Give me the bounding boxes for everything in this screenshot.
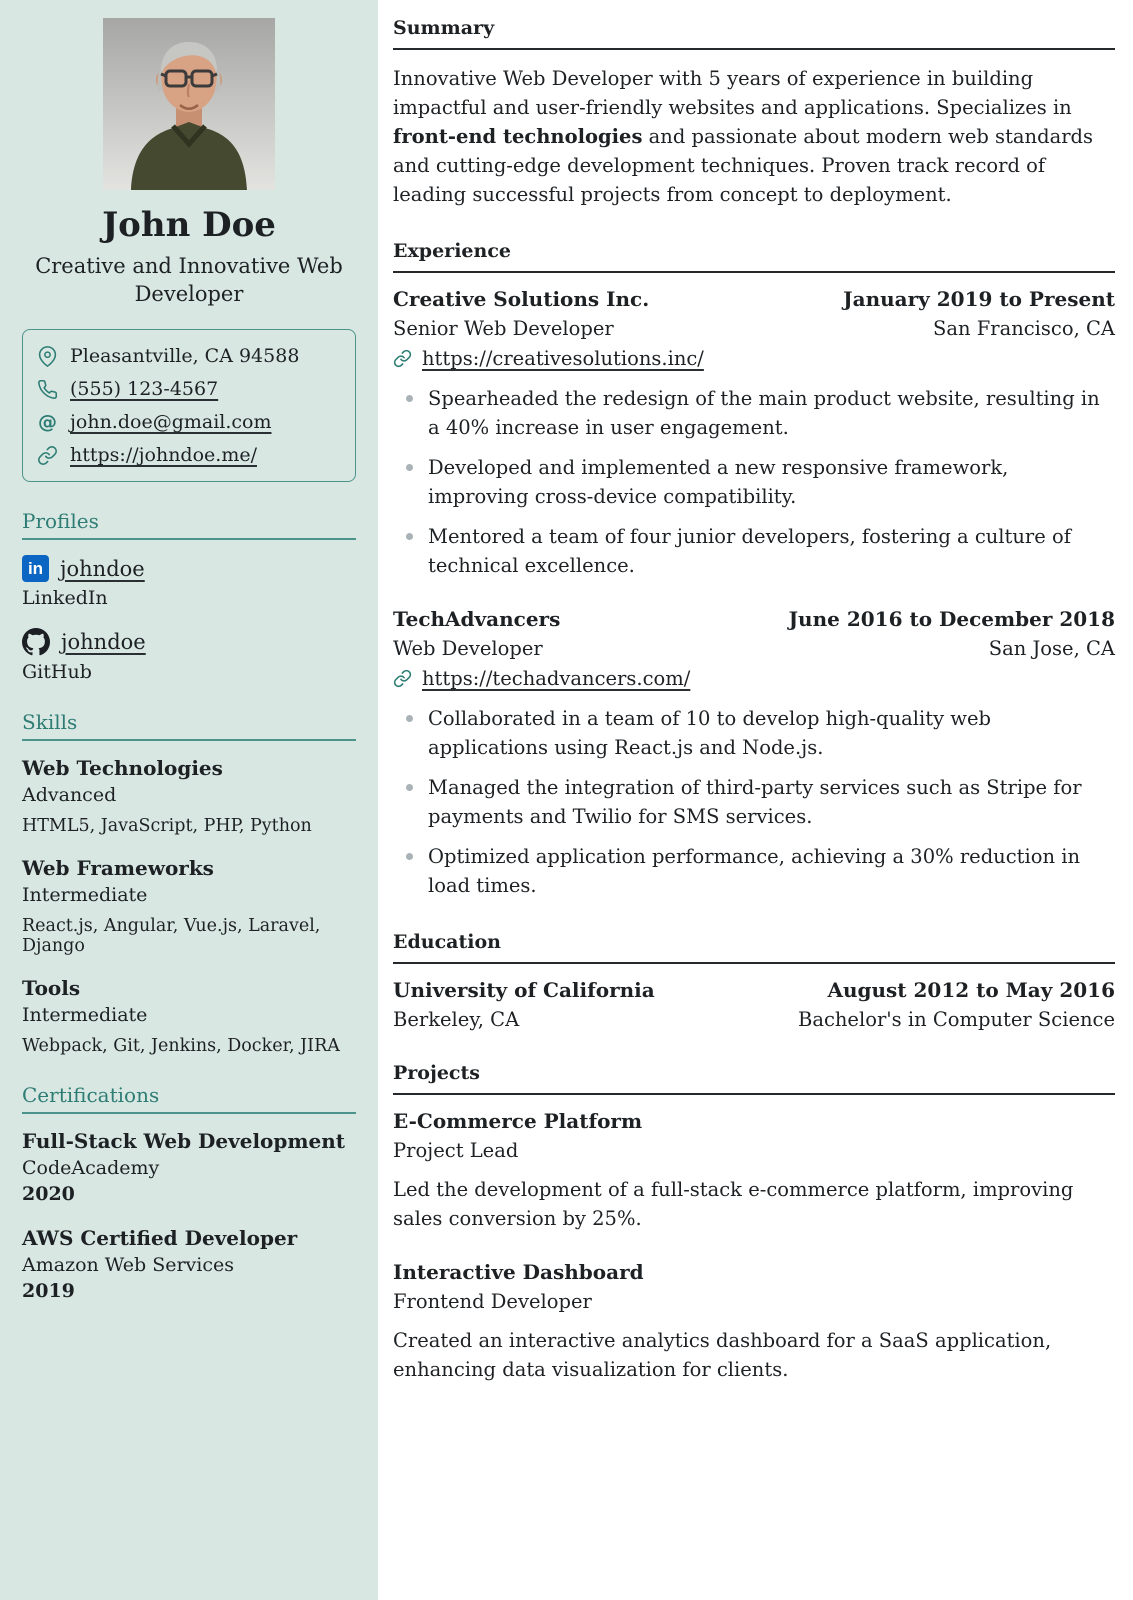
contact-location-text: Pleasantville, CA 94588	[70, 345, 300, 367]
phone-icon	[37, 379, 58, 400]
project-description: Created an interactive analytics dashboard for a SaaS application, enhancing data visualization for clients.	[393, 1329, 1052, 1381]
company-url[interactable]: https://techadvancers.com/	[422, 667, 691, 690]
company-name: TechAdvancers	[393, 607, 561, 631]
education-item	[393, 978, 1115, 1031]
certification-year: 2020	[22, 1183, 75, 1205]
projects-section	[393, 1062, 1115, 1384]
certification-item	[22, 1226, 356, 1302]
summary-text-segment: Innovative Web Developer with 5 years of experience in building impactful and user-friendly websites and applications. Specializes in	[393, 67, 1072, 119]
school-name: University of California	[393, 978, 655, 1002]
education-section	[393, 931, 1115, 1031]
position: Web Developer	[393, 637, 543, 660]
main-content	[378, 0, 1133, 1600]
at-sign-icon: @	[38, 410, 57, 433]
headline: Creative and Innovative Web Developer	[35, 254, 343, 306]
skill-level: Intermediate	[22, 1004, 148, 1026]
location: San Jose, CA	[988, 637, 1115, 660]
profile-photo	[103, 18, 275, 190]
contact-phone-link[interactable]: (555) 123-4567	[70, 378, 219, 400]
experience-item	[393, 607, 1115, 900]
link-icon	[393, 669, 412, 688]
skill-name: Web Frameworks	[22, 856, 214, 880]
link-icon	[393, 349, 412, 368]
profiles-section-title: Profiles	[22, 509, 356, 540]
date-range: August 2012 to May 2016	[827, 978, 1115, 1002]
project-role: Project Lead	[393, 1139, 519, 1162]
education-title: Education	[393, 931, 1115, 964]
github-username-link[interactable]: johndoe	[61, 630, 146, 654]
company-url-row	[393, 347, 1115, 370]
skills-section-title: Skills	[22, 710, 356, 741]
company-url[interactable]: https://creativesolutions.inc/	[422, 347, 704, 370]
profile-item-github	[22, 628, 356, 683]
experience-section	[393, 240, 1115, 900]
company-name: Creative Solutions Inc.	[393, 287, 650, 311]
skill-item	[22, 976, 356, 1056]
projects-title: Projects	[393, 1062, 1115, 1095]
company-url-row	[393, 667, 1115, 690]
experience-bullet: Developed and implemented a new responsive framework, improving cross-device compatibility.	[393, 453, 1115, 511]
skill-level: Intermediate	[22, 884, 148, 906]
contact-website	[37, 444, 341, 466]
link-icon	[37, 445, 58, 466]
certification-issuer: CodeAcademy	[22, 1157, 160, 1179]
experience-bullet: Collaborated in a team of 10 to develop high-quality web applications using React.js and Node.js.	[393, 704, 1115, 762]
contact-website-link[interactable]: https://johndoe.me/	[70, 444, 257, 466]
date-range: January 2019 to Present	[843, 287, 1115, 311]
school-location: Berkeley, CA	[393, 1008, 520, 1031]
summary-title: Summary	[393, 17, 1115, 50]
experience-bullet: Mentored a team of four junior developers, fostering a culture of technical excellence.	[393, 522, 1115, 580]
linkedin-network-label: LinkedIn	[22, 587, 108, 609]
profile-item-linkedin	[22, 555, 356, 609]
project-item	[393, 1260, 1115, 1384]
skill-name: Web Technologies	[22, 756, 223, 780]
skill-name: Tools	[22, 976, 81, 1000]
skill-item	[22, 856, 356, 956]
experience-bullet: Spearheaded the redesign of the main product website, resulting in a 40% increase in user engagement.	[393, 384, 1115, 442]
experience-title: Experience	[393, 240, 1115, 273]
certification-name: Full-Stack Web Development	[22, 1129, 346, 1153]
certification-item	[22, 1129, 356, 1205]
sidebar	[0, 0, 378, 1600]
map-pin-icon	[37, 346, 58, 367]
location: San Francisco, CA	[932, 317, 1115, 340]
linkedin-username-link[interactable]: johndoe	[60, 556, 145, 581]
skill-keywords: Webpack, Git, Jenkins, Docker, JIRA	[22, 1036, 340, 1056]
contact-email-link[interactable]: john.doe@gmail.com	[70, 411, 272, 433]
contact-email	[37, 411, 341, 433]
degree: Bachelor's in Computer Science	[798, 1008, 1115, 1031]
experience-item	[393, 287, 1115, 580]
experience-bullet: Optimized application performance, achieving a 30% reduction in load times.	[393, 842, 1115, 900]
name: John Doe	[102, 205, 276, 245]
date-range: June 2016 to December 2018	[788, 607, 1115, 631]
contact-phone	[37, 378, 341, 400]
certification-issuer: Amazon Web Services	[22, 1254, 235, 1276]
summary-text-bold-segment: front-end technologies	[393, 125, 643, 148]
contact-card	[22, 329, 356, 482]
skill-keywords: HTML5, JavaScript, PHP, Python	[22, 816, 312, 836]
project-description: Led the development of a full-stack e-commerce platform, improving sales conversion by 25%.	[393, 1178, 1074, 1230]
skill-keywords: React.js, Angular, Vue.js, Laravel, Django	[22, 916, 321, 956]
github-icon	[22, 628, 50, 656]
profile-photo-image	[103, 18, 275, 190]
project-name: Interactive Dashboard	[393, 1260, 644, 1284]
experience-bullet: Managed the integration of third-party services such as Stripe for payments and Twilio for SMS services.	[393, 773, 1115, 831]
experience-bullets	[393, 384, 1115, 580]
project-role: Frontend Developer	[393, 1290, 592, 1313]
certifications-section-title: Certifications	[22, 1083, 356, 1114]
experience-bullets	[393, 704, 1115, 900]
summary-section	[393, 17, 1115, 209]
project-item	[393, 1109, 1115, 1233]
skill-level: Advanced	[22, 784, 117, 806]
summary-text-segment: and passionate about modern web standards and cutting-edge development techniques. Proven track record of leading successful projects from concept to deployment.	[393, 125, 1094, 206]
skill-item	[22, 756, 356, 836]
certification-name: AWS Certified Developer	[22, 1226, 298, 1250]
linkedin-icon: in	[22, 555, 49, 582]
summary-text	[393, 64, 1115, 209]
contact-location	[37, 345, 341, 367]
certification-year: 2019	[22, 1280, 75, 1302]
project-name: E-Commerce Platform	[393, 1109, 643, 1133]
position: Senior Web Developer	[393, 317, 614, 340]
github-network-label: GitHub	[22, 661, 92, 683]
